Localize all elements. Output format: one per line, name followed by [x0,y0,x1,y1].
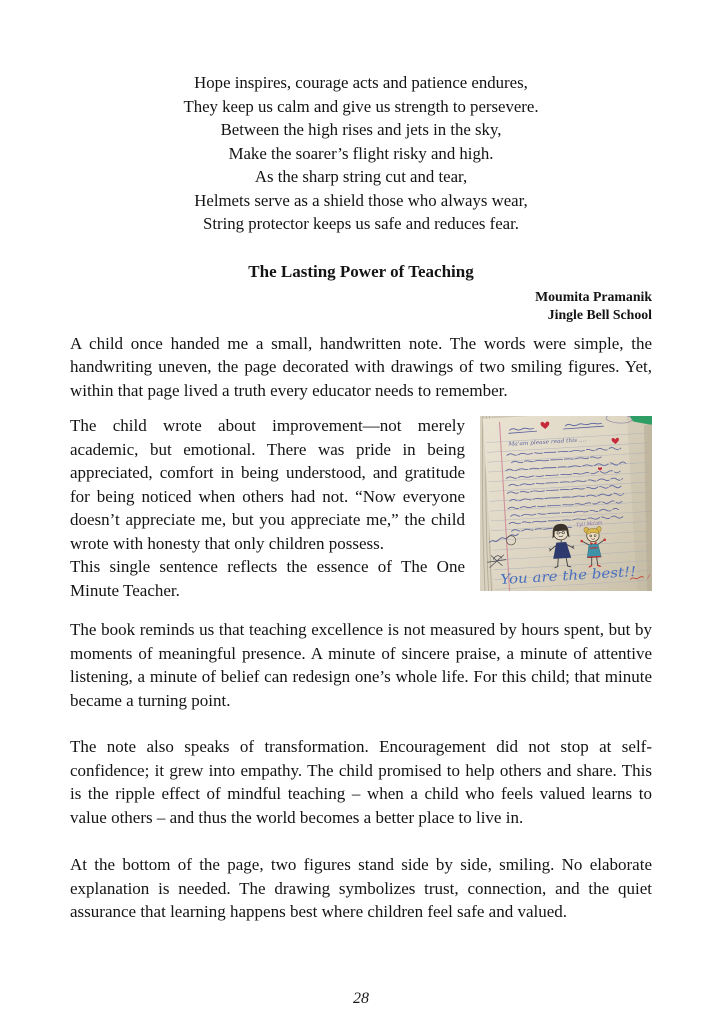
byline [70,288,652,325]
poem-line: Make the soarer’s flight risky and high. [228,143,494,163]
article-title: The Lasting Power of Teaching [248,261,474,281]
figures-caption-text: Ty!! Ma'am [576,520,605,529]
note-photo-illustration [480,416,652,591]
poem-line: Hope inspires, courage acts and patience endures, [194,73,528,92]
poem-block [70,71,652,236]
author-name: Moumita Pramanik [535,288,652,304]
poem-line: String protector keeps us safe and reduces fear. [203,214,519,233]
poem-line: Helmets serve as a shield those who always wear, [194,190,528,210]
note-greeting-text: Ma'am please read this .... [508,437,580,448]
paragraph-with-photo [70,414,652,602]
author-school: Jingle Bell School [547,307,652,322]
paragraph-intro: A child once handed me a small, handwritten note. The words were simple, the handwriting uneven, the page decorated with drawings of two smiling figures. Yet, within that page lived a truth every educator needs to remember. [70,333,652,400]
paragraph-note-quote: The child wrote about improvement—not merely academic, but emotional. There was pride in being appreciated, comfort in being understood, and gratitude for being noticed when others had not. “Now everyone doesn’t appreciate me, but you appreciate me,” the child wrote with honesty that only children possess. [70,416,465,553]
poem-line: Between the high rises and jets in the sky, [220,120,502,139]
paragraph-single-sentence: This single sentence reflects the essence of The One Minute Teacher. [70,557,465,600]
big-message-text: You are the best!! [499,564,623,589]
paragraph-figures: At the bottom of the page, two figures stand side by side, smiling. No elaborate explanation is needed. The drawing symbolizes trust, connection, and the quiet assurance that learning happens best where children feel safe and valued. [70,855,652,921]
poem-line: They keep us calm and give us strength to persevere. [183,96,539,116]
paragraph-transformation: The note also speaks of transformation. Encouragement did not stop at self-confidence; it grew into empathy. The child promised to help others and share. This is the ripple effect of mindful teaching – when a child who feels valued learns to value others – and thus the world becomes a better place to live in. [70,737,652,827]
poem-line: As the sharp string cut and tear, [254,167,468,186]
paragraph-book: The book reminds us that teaching excellence is not measured by hours spent, but by moments of meaningful presence. A minute of sincere praise, a minute of attentive listening, a minute of belief can redesign one’s whole life. For this child; that minute became a turning point. [70,620,652,710]
page-number: 28 [353,990,369,1007]
handwritten-note-photo [480,416,652,591]
